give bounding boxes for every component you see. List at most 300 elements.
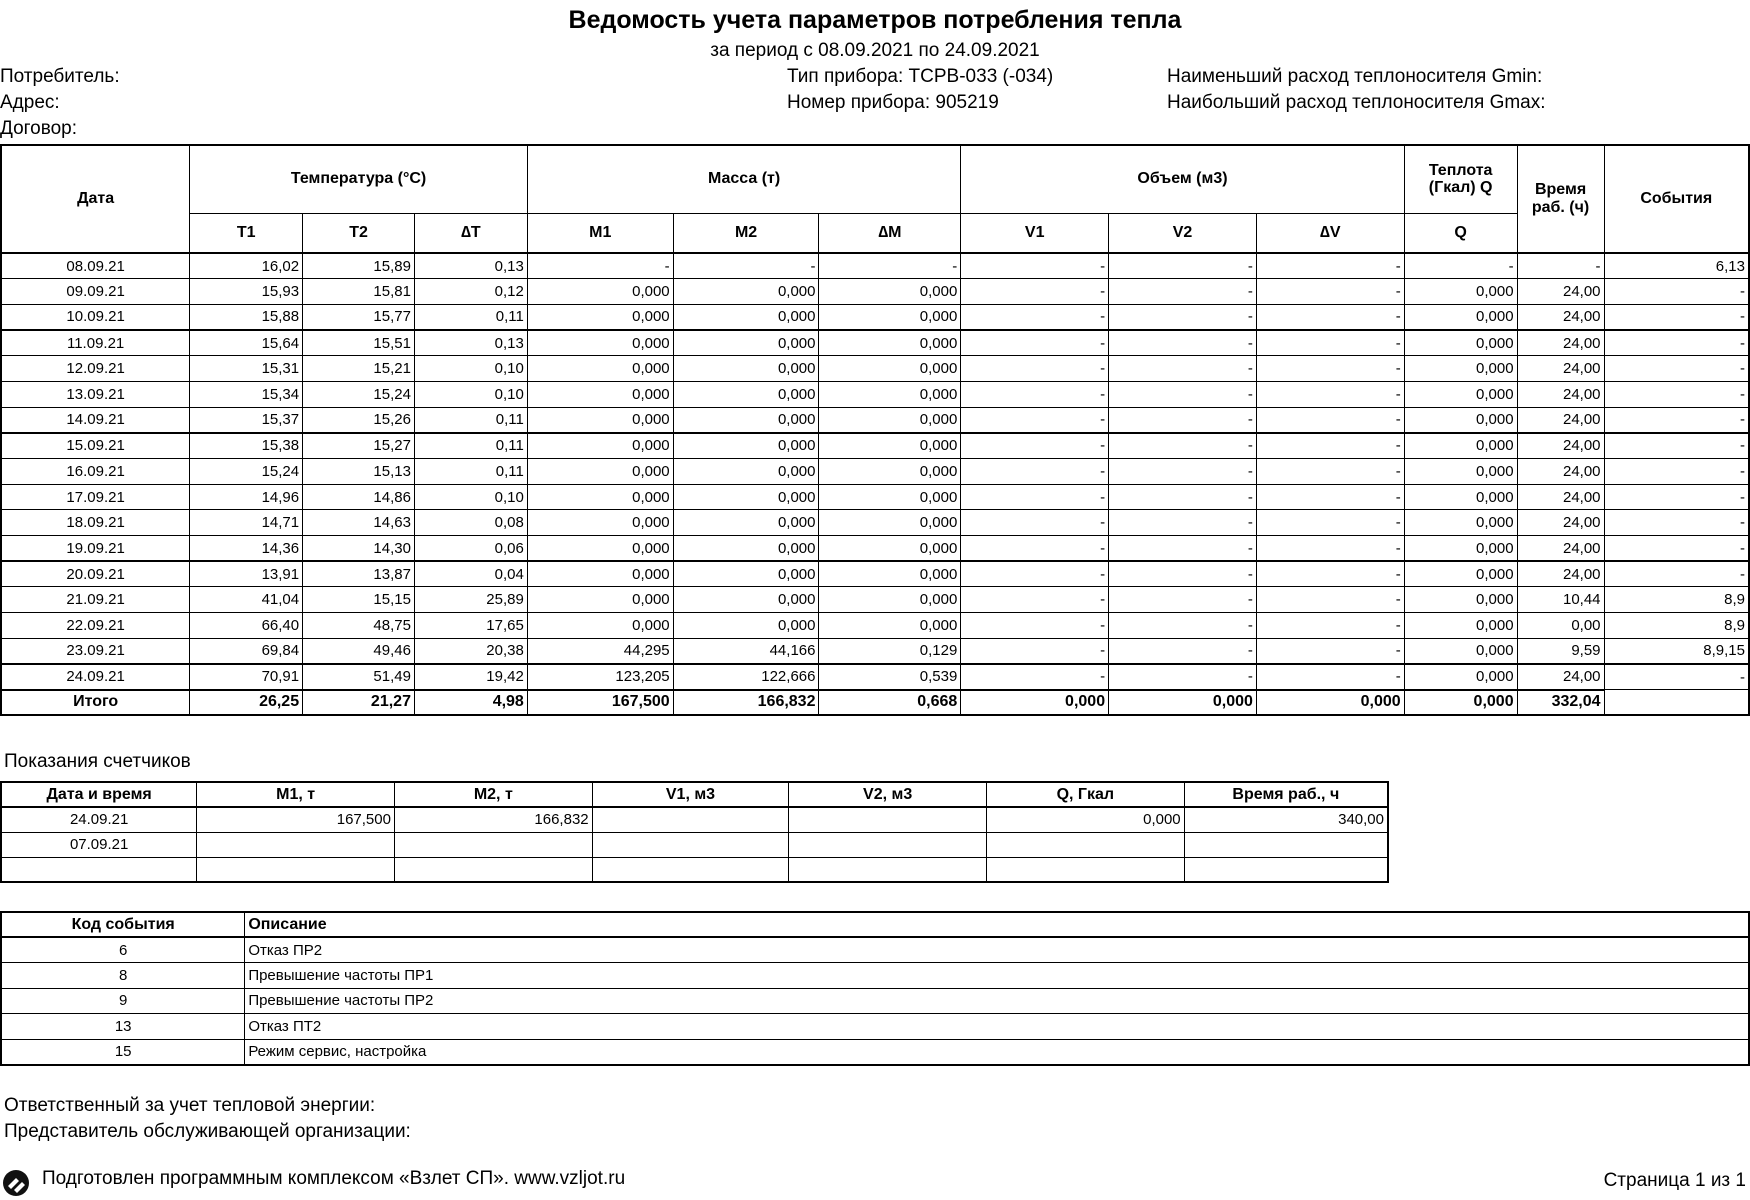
table-cell: 0,000 — [527, 536, 673, 562]
table-cell: 14,36 — [190, 536, 303, 562]
meters-cell — [1184, 857, 1388, 882]
table-cell: 8,9,15 — [1604, 638, 1749, 664]
table-cell: 15,77 — [303, 304, 415, 330]
total-cell: 21,27 — [303, 690, 415, 715]
meters-cell — [592, 807, 789, 832]
table-cell: - — [961, 253, 1109, 279]
table-cell: 15,27 — [303, 433, 415, 459]
table-row — [1, 664, 1749, 690]
table-row — [1, 536, 1749, 562]
table-cell: 0,000 — [1404, 536, 1517, 562]
table-cell: 24,00 — [1517, 304, 1604, 330]
table-cell: 0,000 — [527, 330, 673, 356]
table-cell: 24,00 — [1517, 561, 1604, 587]
table-cell: - — [1109, 664, 1257, 690]
table-cell: 0,000 — [673, 304, 819, 330]
table-cell: 15,34 — [190, 381, 303, 407]
table-cell: - — [1604, 510, 1749, 536]
table-cell: 0,10 — [414, 356, 527, 382]
header-t1: T1 — [190, 213, 303, 253]
meters-title: Показания счетчиков — [4, 751, 191, 772]
table-cell: 17,65 — [414, 613, 527, 639]
table-cell: 6,13 — [1604, 253, 1749, 279]
table-cell: - — [961, 587, 1109, 613]
prepared-by: Подготовлен программным комплексом «Взлет СП». www.vzljot.ru — [42, 1168, 626, 1189]
header-heat: Теплота (Гкал) Q — [1404, 145, 1517, 213]
header-dv: ∆V — [1256, 213, 1404, 253]
row-date: 15.09.21 — [1, 433, 190, 459]
header-events: События — [1604, 145, 1749, 253]
report-period: за период с 08.09.2021 по 24.09.2021 — [710, 40, 1040, 61]
total-label: Итого — [1, 690, 190, 715]
table-cell: 15,31 — [190, 356, 303, 382]
table-cell: 10,44 — [1517, 587, 1604, 613]
total-cell: 332,04 — [1517, 690, 1604, 715]
table-cell: 15,21 — [303, 356, 415, 382]
row-date: 19.09.21 — [1, 536, 190, 562]
table-cell: - — [961, 279, 1109, 305]
table-cell: - — [1517, 253, 1604, 279]
table-cell: 15,38 — [190, 433, 303, 459]
table-cell: 24,00 — [1517, 381, 1604, 407]
events-table — [0, 911, 1750, 1066]
table-cell: 0,000 — [1404, 510, 1517, 536]
table-cell: 0,000 — [673, 356, 819, 382]
table-cell: 0,000 — [673, 587, 819, 613]
event-row — [1, 988, 1749, 1014]
table-cell: - — [1604, 356, 1749, 382]
header-dm: ∆M — [819, 213, 961, 253]
table-cell: 14,30 — [303, 536, 415, 562]
event-description: Режим сервис, настройка — [245, 1039, 1749, 1065]
header-worktime: Время раб. (ч) — [1517, 145, 1604, 253]
table-cell: 0,000 — [527, 381, 673, 407]
table-cell: - — [1604, 304, 1749, 330]
table-cell: - — [673, 253, 819, 279]
table-cell: 0,11 — [414, 304, 527, 330]
table-cell: 0,000 — [673, 433, 819, 459]
table-cell: - — [961, 459, 1109, 485]
table-cell: - — [1604, 381, 1749, 407]
table-cell: 0,000 — [527, 613, 673, 639]
table-cell: 122,666 — [673, 664, 819, 690]
row-date: 23.09.21 — [1, 638, 190, 664]
table-cell: 15,37 — [190, 407, 303, 433]
representative-label: Представитель обслуживающей организации: — [4, 1121, 411, 1142]
table-cell: 14,86 — [303, 484, 415, 510]
event-code: 15 — [1, 1039, 245, 1065]
table-cell: - — [1109, 459, 1257, 485]
page-number: Страница 1 из 1 — [1603, 1170, 1746, 1191]
table-cell: 0,000 — [1404, 484, 1517, 510]
table-cell: 24,00 — [1517, 459, 1604, 485]
table-cell: - — [527, 253, 673, 279]
table-cell: 24,00 — [1517, 433, 1604, 459]
table-cell: - — [961, 561, 1109, 587]
table-cell: 24,00 — [1517, 279, 1604, 305]
table-cell: 0,000 — [819, 536, 961, 562]
table-cell: 24,00 — [1517, 510, 1604, 536]
meters-cell — [789, 857, 987, 882]
table-row — [1, 638, 1749, 664]
table-cell: 15,81 — [303, 279, 415, 305]
table-cell: 24,00 — [1517, 664, 1604, 690]
header-v2: V2 — [1109, 213, 1257, 253]
table-cell: 0,000 — [819, 381, 961, 407]
table-cell: - — [1109, 356, 1257, 382]
event-code: 8 — [1, 963, 245, 989]
table-cell: - — [1256, 433, 1404, 459]
table-cell: - — [1109, 433, 1257, 459]
table-cell: 8,9 — [1604, 613, 1749, 639]
meters-cell: 0,000 — [986, 807, 1184, 832]
table-cell: - — [961, 484, 1109, 510]
table-cell: - — [961, 304, 1109, 330]
header-v1: V1 — [961, 213, 1109, 253]
table-cell: - — [1109, 587, 1257, 613]
table-cell: 0,000 — [527, 433, 673, 459]
row-date: 10.09.21 — [1, 304, 190, 330]
header-volume: Объем (м3) — [961, 145, 1404, 213]
table-cell: 0,000 — [819, 561, 961, 587]
table-cell: - — [1109, 536, 1257, 562]
table-cell: 0,000 — [1404, 279, 1517, 305]
total-cell: 26,25 — [190, 690, 303, 715]
meters-cell — [1184, 832, 1388, 857]
table-cell: 15,26 — [303, 407, 415, 433]
event-description: Превышение частоты ПР2 — [245, 988, 1749, 1014]
table-cell: 8,9 — [1604, 587, 1749, 613]
device-number: Номер прибора: 905219 — [787, 92, 999, 113]
total-cell: 0,000 — [1256, 690, 1404, 715]
table-cell: 0,000 — [527, 407, 673, 433]
meters-header: V1, м3 — [592, 782, 789, 807]
meters-cell — [592, 832, 789, 857]
table-cell: - — [1256, 279, 1404, 305]
table-cell: 0,000 — [673, 279, 819, 305]
table-cell: 24,00 — [1517, 536, 1604, 562]
table-cell: 0,000 — [819, 459, 961, 485]
table-cell: - — [961, 536, 1109, 562]
table-cell: 0,000 — [527, 587, 673, 613]
table-cell: 51,49 — [303, 664, 415, 690]
table-row — [1, 253, 1749, 279]
table-cell: - — [961, 381, 1109, 407]
row-date: 08.09.21 — [1, 253, 190, 279]
gmin-label: Наименьший расход теплоносителя Gmin: — [1167, 66, 1543, 87]
table-cell: - — [1604, 330, 1749, 356]
table-cell: - — [961, 510, 1109, 536]
row-date: 14.09.21 — [1, 407, 190, 433]
table-row — [1, 433, 1749, 459]
table-cell: 24,00 — [1517, 407, 1604, 433]
responsible-label: Ответственный за учет тепловой энергии: — [4, 1095, 376, 1116]
meters-row — [1, 832, 1388, 857]
table-cell: 0,000 — [673, 613, 819, 639]
table-cell: - — [1109, 561, 1257, 587]
table-cell: 25,89 — [414, 587, 527, 613]
meters-cell: 167,500 — [197, 807, 395, 832]
table-cell: 0,000 — [1404, 381, 1517, 407]
table-cell: 19,42 — [414, 664, 527, 690]
event-code: 13 — [1, 1014, 245, 1040]
table-cell: - — [1256, 304, 1404, 330]
table-cell: 0,000 — [527, 356, 673, 382]
table-cell: 20,38 — [414, 638, 527, 664]
table-cell: - — [1109, 279, 1257, 305]
table-cell: 14,96 — [190, 484, 303, 510]
meters-table — [0, 781, 1389, 883]
total-cell: 0,668 — [819, 690, 961, 715]
table-cell: - — [1256, 253, 1404, 279]
meters-header: M2, т — [394, 782, 592, 807]
table-cell: 15,93 — [190, 279, 303, 305]
meters-header: V2, м3 — [789, 782, 987, 807]
table-cell: 0,12 — [414, 279, 527, 305]
table-cell: 0,000 — [819, 587, 961, 613]
event-row — [1, 963, 1749, 989]
event-code: 6 — [1, 937, 245, 963]
table-cell: 0,129 — [819, 638, 961, 664]
table-cell: - — [961, 407, 1109, 433]
table-row — [1, 304, 1749, 330]
meters-row — [1, 807, 1388, 832]
table-cell: - — [961, 664, 1109, 690]
table-cell: 0,000 — [673, 510, 819, 536]
meters-cell — [986, 832, 1184, 857]
table-cell: 15,64 — [190, 330, 303, 356]
table-cell: - — [1604, 407, 1749, 433]
meters-cell — [1, 857, 197, 882]
table-cell: 0,000 — [673, 381, 819, 407]
meters-cell — [197, 857, 395, 882]
table-cell: - — [961, 613, 1109, 639]
table-cell: 70,91 — [190, 664, 303, 690]
meters-header: M1, т — [197, 782, 395, 807]
table-cell: 0,000 — [673, 330, 819, 356]
table-cell: - — [1256, 484, 1404, 510]
header-q: Q — [1404, 213, 1517, 253]
table-cell: 0,000 — [527, 279, 673, 305]
device-type: Тип прибора: ТСРВ-033 (-034) — [787, 66, 1054, 87]
table-cell: 49,46 — [303, 638, 415, 664]
meters-header: Дата и время — [1, 782, 197, 807]
row-date: 21.09.21 — [1, 587, 190, 613]
table-cell: 0,000 — [819, 407, 961, 433]
table-cell: 0,000 — [819, 304, 961, 330]
table-cell: 0,000 — [673, 484, 819, 510]
table-cell: 0,000 — [1404, 664, 1517, 690]
gmax-label: Наибольший расход теплоносителя Gmax: — [1167, 92, 1546, 113]
report-title: Ведомость учета параметров потребления тепла — [568, 6, 1182, 34]
header-dt: ∆T — [414, 213, 527, 253]
table-cell: - — [1604, 459, 1749, 485]
table-row — [1, 613, 1749, 639]
header-t2: T2 — [303, 213, 415, 253]
row-date: 12.09.21 — [1, 356, 190, 382]
table-cell: - — [1109, 253, 1257, 279]
meters-header: Время раб., ч — [1184, 782, 1388, 807]
row-date: 11.09.21 — [1, 330, 190, 356]
table-cell: - — [1256, 459, 1404, 485]
table-cell: 15,88 — [190, 304, 303, 330]
table-cell: - — [1604, 484, 1749, 510]
table-cell: - — [819, 253, 961, 279]
table-cell: - — [1256, 510, 1404, 536]
table-cell: 15,24 — [303, 381, 415, 407]
table-cell: 41,04 — [190, 587, 303, 613]
table-cell: 0,000 — [1404, 459, 1517, 485]
table-cell: - — [1256, 638, 1404, 664]
table-cell: 0,000 — [673, 459, 819, 485]
table-cell: 15,89 — [303, 253, 415, 279]
table-cell: - — [1109, 330, 1257, 356]
total-cell: 0,000 — [1109, 690, 1257, 715]
event-description: Превышение частоты ПР1 — [245, 963, 1749, 989]
table-cell: 14,63 — [303, 510, 415, 536]
row-date: 22.09.21 — [1, 613, 190, 639]
table-cell: 0,10 — [414, 381, 527, 407]
table-cell: - — [961, 433, 1109, 459]
meters-row — [1, 857, 1388, 882]
meters-cell — [592, 857, 789, 882]
row-date: 18.09.21 — [1, 510, 190, 536]
table-cell: 15,24 — [190, 459, 303, 485]
header-temperature: Температура (°С) — [190, 145, 528, 213]
header-date: Дата — [1, 145, 190, 253]
table-cell: - — [1109, 407, 1257, 433]
table-cell: 15,51 — [303, 330, 415, 356]
header-m1: M1 — [527, 213, 673, 253]
table-cell: 13,87 — [303, 561, 415, 587]
row-date: 24.09.21 — [1, 664, 190, 690]
address-label: Адрес: — [0, 92, 60, 113]
table-cell: 0,11 — [414, 433, 527, 459]
table-cell: - — [1256, 664, 1404, 690]
table-cell: 0,000 — [1404, 587, 1517, 613]
table-cell: 0,06 — [414, 536, 527, 562]
table-cell: 15,13 — [303, 459, 415, 485]
table-cell: 24,00 — [1517, 330, 1604, 356]
table-row — [1, 587, 1749, 613]
table-cell: 0,000 — [1404, 407, 1517, 433]
table-cell: - — [1604, 536, 1749, 562]
table-cell: - — [1404, 253, 1517, 279]
table-cell: 69,84 — [190, 638, 303, 664]
table-cell: 0,00 — [1517, 613, 1604, 639]
table-cell: 16,02 — [190, 253, 303, 279]
row-date: 17.09.21 — [1, 484, 190, 510]
table-cell: 0,000 — [819, 484, 961, 510]
table-cell: 15,15 — [303, 587, 415, 613]
table-cell: 0,000 — [673, 407, 819, 433]
total-cell: 0,000 — [1404, 690, 1517, 715]
table-cell: 0,000 — [819, 279, 961, 305]
table-cell: 0,000 — [527, 459, 673, 485]
table-row — [1, 561, 1749, 587]
table-cell: 0,000 — [1404, 304, 1517, 330]
total-cell: 167,500 — [527, 690, 673, 715]
table-cell: 0,11 — [414, 407, 527, 433]
table-cell: 0,000 — [819, 356, 961, 382]
table-cell: 66,40 — [190, 613, 303, 639]
meters-cell — [789, 807, 987, 832]
table-cell: - — [1109, 484, 1257, 510]
meters-cell: 07.09.21 — [1, 832, 197, 857]
table-cell: 0,000 — [1404, 561, 1517, 587]
table-cell: - — [1604, 561, 1749, 587]
table-cell: - — [1604, 433, 1749, 459]
table-cell: - — [1109, 638, 1257, 664]
events-header-description: Описание — [245, 912, 1749, 937]
table-cell: 24,00 — [1517, 356, 1604, 382]
table-row — [1, 279, 1749, 305]
table-cell: - — [1256, 536, 1404, 562]
total-cell: 0,000 — [961, 690, 1109, 715]
table-cell: 44,166 — [673, 638, 819, 664]
table-cell: 0,000 — [819, 330, 961, 356]
table-cell: - — [1604, 279, 1749, 305]
table-cell: 0,000 — [819, 510, 961, 536]
meters-cell — [394, 857, 592, 882]
table-row — [1, 459, 1749, 485]
row-date: 09.09.21 — [1, 279, 190, 305]
contract-label: Договор: — [0, 118, 78, 139]
table-cell: 0,539 — [819, 664, 961, 690]
table-cell: - — [1109, 304, 1257, 330]
meters-cell — [789, 832, 987, 857]
table-cell: 0,000 — [1404, 330, 1517, 356]
table-cell: 48,75 — [303, 613, 415, 639]
table-cell: 0,000 — [527, 510, 673, 536]
total-row — [1, 690, 1749, 715]
meters-header: Q, Гкал — [986, 782, 1184, 807]
table-cell: - — [1256, 330, 1404, 356]
table-row — [1, 484, 1749, 510]
table-cell: - — [1109, 510, 1257, 536]
table-row — [1, 381, 1749, 407]
table-cell: 9,59 — [1517, 638, 1604, 664]
table-cell: 0,000 — [527, 561, 673, 587]
table-cell: 24,00 — [1517, 484, 1604, 510]
consumption-table — [0, 144, 1750, 716]
table-cell: 44,295 — [527, 638, 673, 664]
table-cell: - — [961, 638, 1109, 664]
table-cell: 0,000 — [1404, 356, 1517, 382]
table-cell: 0,000 — [819, 433, 961, 459]
vzljot-logo-icon — [2, 1169, 30, 1197]
table-cell: 0,000 — [673, 561, 819, 587]
event-description: Отказ ПТ2 — [245, 1014, 1749, 1040]
row-date: 20.09.21 — [1, 561, 190, 587]
total-empty-cell — [1604, 690, 1749, 715]
meters-cell — [394, 832, 592, 857]
table-cell: - — [1256, 356, 1404, 382]
table-cell: 123,205 — [527, 664, 673, 690]
event-row — [1, 1039, 1749, 1065]
event-row — [1, 1014, 1749, 1040]
header-mass: Масса (т) — [527, 145, 960, 213]
table-cell: 0,000 — [819, 613, 961, 639]
table-cell: - — [1256, 381, 1404, 407]
meters-cell: 24.09.21 — [1, 807, 197, 832]
table-cell: - — [1256, 587, 1404, 613]
meters-cell: 340,00 — [1184, 807, 1388, 832]
table-row — [1, 510, 1749, 536]
table-cell: - — [1256, 613, 1404, 639]
table-cell: - — [1109, 381, 1257, 407]
row-date: 16.09.21 — [1, 459, 190, 485]
